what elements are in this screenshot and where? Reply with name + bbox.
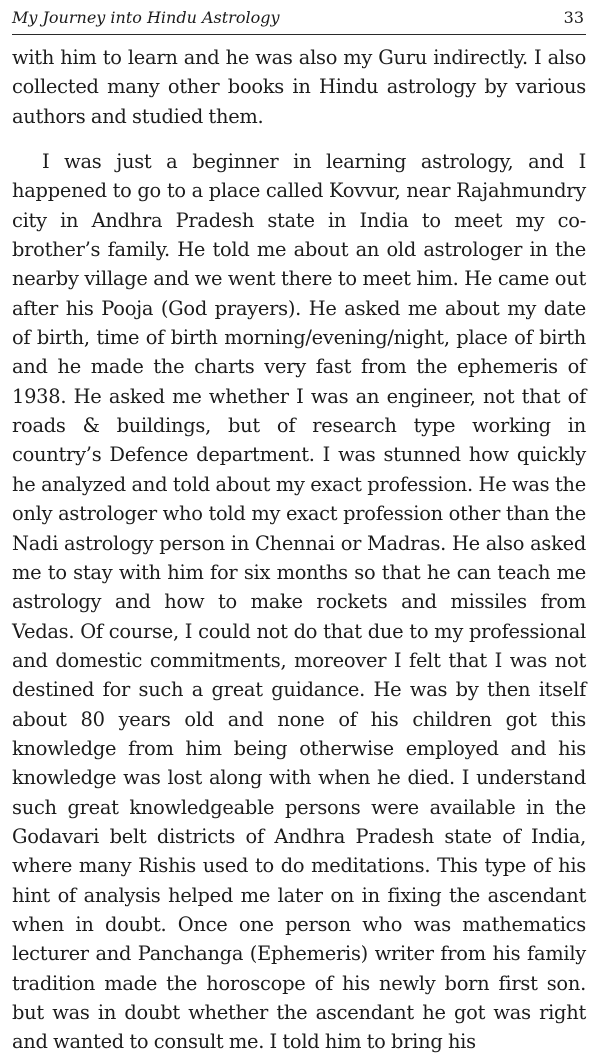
paragraph-kovvur-astrologer: I was just a beginner in learning astrology, and I happened to go to a place called Kovvur, near Rajahmundry city in Andhra Pradesh state in India to meet my co-brother’s family. He told me about an old astrologer in the nearby village and we went there to meet him. He came out after his Pooja (God prayers). He asked me about my date of birth, time of birth morning/evening/night, place of birth and he made the charts very fast from the ephemeris of 1938. He asked me whether I was an engineer, not that of roads & buildings, but of research type working in country’s Defence department. I was stunned how quickly he analyzed and told about my exact profession. He was the only astrologer who told my exact profession other than the Nadi astrology person in Chennai or Madras. He also asked me to stay with him for six months so that he can teach me astrology and how to make rockets and missiles from Vedas. Of course, I could not do that due to my professional and domestic commitments, moreover I felt that I was not destined for such a great guidance. He was by then itself about 80 years old and none of his children got this knowledge from him being otherwise employed and his knowledge was lost along with when he died. I understand such great knowledgeable persons were available in the Godavari belt districts of Andhra Pradesh state of India, where many Rishis used to do meditations. This type of his hint of analysis helped me later on in fixing the ascendant when in doubt. Once one person who was mathematics lecturer and Panchanga (Ephemeris) writer from his family tradition made the horoscope of his newly born first son. but was in doubt whether the ascendant he got was right and wanted to consult me. I told him to bring his <box>12 150 586 1054</box>
running-header <box>12 0 586 35</box>
page-number: 33 <box>563 8 584 27</box>
paragraph-continued: with him to learn and he was also my Guru indirectly. I also collected many other books in Hindu astrology by various authors and studied them. <box>12 46 586 128</box>
body-text <box>12 43 586 1057</box>
running-title: My Journey into Hindu Astrology <box>12 8 280 27</box>
